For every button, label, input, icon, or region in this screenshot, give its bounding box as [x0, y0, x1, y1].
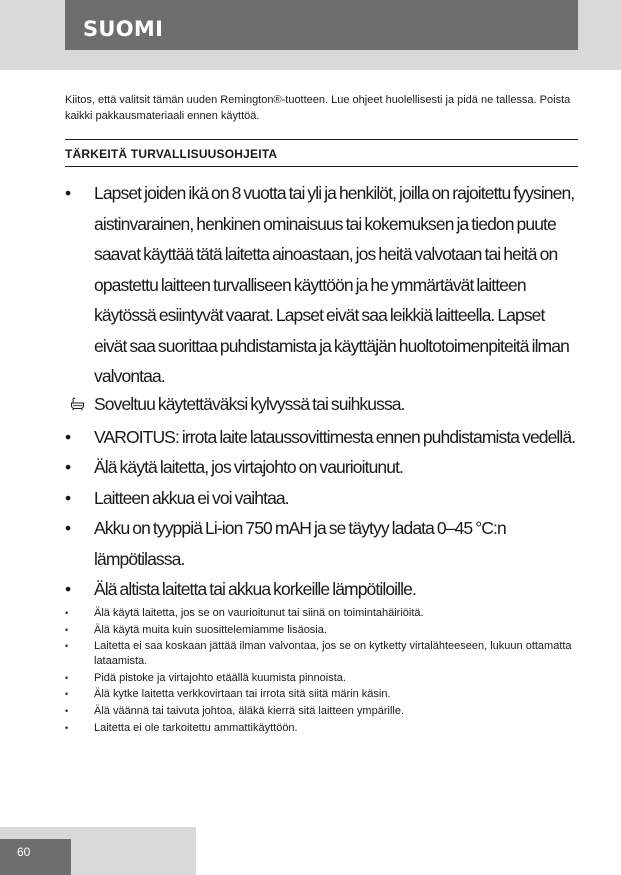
bullet: •: [65, 722, 69, 733]
list-item-text: Lapset joiden ikä on 8 vuotta tai yli ja henkilöt, joilla on rajoitettu fyysinen, aistinvarainen, henkinen ominaisuus tai kokemuksen ja tiedon puute saavat käyttää tätä laitetta ainoastaan, jos heitä valvotaan tai heitä on opastettu laitteen turvalliseen käyttöön ja he ymmärtävät laitteen käytössä esiintyvät vaarat. Lapset eivät saa leikkiä laitteella. Lapset eivät saa suorittaa puhdistamista ja käyttäjän huoltotoimenpiteitä ilman valvontaa.: [94, 183, 575, 386]
bullet: •: [65, 672, 69, 683]
bullet: •: [65, 457, 71, 477]
list-item: [65, 721, 578, 736]
list-item-text: Laitetta ei saa koskaan jättää ilman valvontaa, jos se on kytketty virtalähteeseen, lukuun ottamatta lataamista.: [94, 640, 572, 668]
list-item: [65, 422, 578, 453]
list-item-text: VAROITUS: irrota laite lataussovittimesta ennen puhdistamista vedellä.: [94, 426, 576, 447]
bullet: •: [65, 706, 69, 717]
list-item-bath: [65, 392, 578, 416]
language-title: SUOMI: [83, 17, 164, 41]
list-item-text: Pidä pistoke ja virtajohto etäällä kuumista pinnoista.: [94, 671, 346, 684]
list-item: [65, 639, 578, 669]
list-item-text: Laitteen akkua ei voi vaihtaa.: [94, 487, 289, 508]
language-header: [65, 0, 578, 50]
list-item-text: Älä käytä laitetta, jos se on vaurioitunut tai siinä on toimintahäiriöitä.: [94, 607, 424, 620]
bullet: •: [65, 579, 71, 599]
list-item: [65, 671, 578, 686]
bullet: •: [65, 518, 71, 538]
section-divider-bottom: [65, 166, 578, 167]
bullet: •: [65, 624, 69, 635]
list-item-text: Älä käytä muita kuin suosittelemiamme lisäosia.: [94, 623, 327, 636]
list-item: [65, 452, 578, 483]
list-item-text: Akku on tyyppiä Li-ion 750 mAH ja se täytyy ladata 0–45 °C:n lämpötilassa.: [94, 518, 506, 569]
list-item-text: Älä väännä tai taivuta johtoa, äläkä kierrä sitä laitteen ympärille.: [94, 705, 405, 718]
list-item: [65, 687, 578, 702]
bullet: •: [65, 608, 69, 619]
section-divider-top: [65, 139, 578, 140]
bullet: •: [65, 689, 69, 700]
list-item: [65, 513, 578, 574]
bullet: •: [65, 426, 71, 447]
list-item: [65, 574, 578, 605]
page-number-box: [0, 839, 71, 875]
list-item: [65, 483, 578, 514]
list-item-text: Älä käytä laitetta, jos virtajohto on vaurioitunut.: [94, 457, 403, 477]
list-item-text: Älä kytke laitetta verkkovirtaan tai irrota sitä siitä märin käsin.: [94, 688, 391, 701]
list-item-text: Soveltuu käytettäväksi kylvyssä tai suihkussa.: [94, 393, 405, 414]
bullet: •: [65, 487, 71, 508]
list-item: [65, 178, 578, 392]
safety-list: [65, 178, 578, 736]
intro-paragraph: Kiitos, että valitsit tämän uuden Remington®-tuotteen. Lue ohjeet huolellisesti ja pidä ne tallessa. Poista kaikki pakkausmateriaali ennen käyttöä.: [65, 94, 571, 122]
bullet: •: [65, 183, 71, 203]
bathtub-icon: [70, 397, 85, 411]
list-item: [65, 623, 578, 638]
page-number: 60: [17, 845, 31, 859]
bullet: •: [65, 641, 69, 652]
list-item: [65, 704, 578, 719]
list-item-text: Älä altista laitetta tai akkua korkeille lämpötiloille.: [94, 579, 416, 599]
section-heading: TÄRKEITÄ TURVALLISUUSOHJEITA: [65, 147, 278, 161]
list-item-text: Laitetta ei ole tarkoitettu ammattikäyttöön.: [94, 721, 298, 734]
list-item: [65, 606, 578, 621]
